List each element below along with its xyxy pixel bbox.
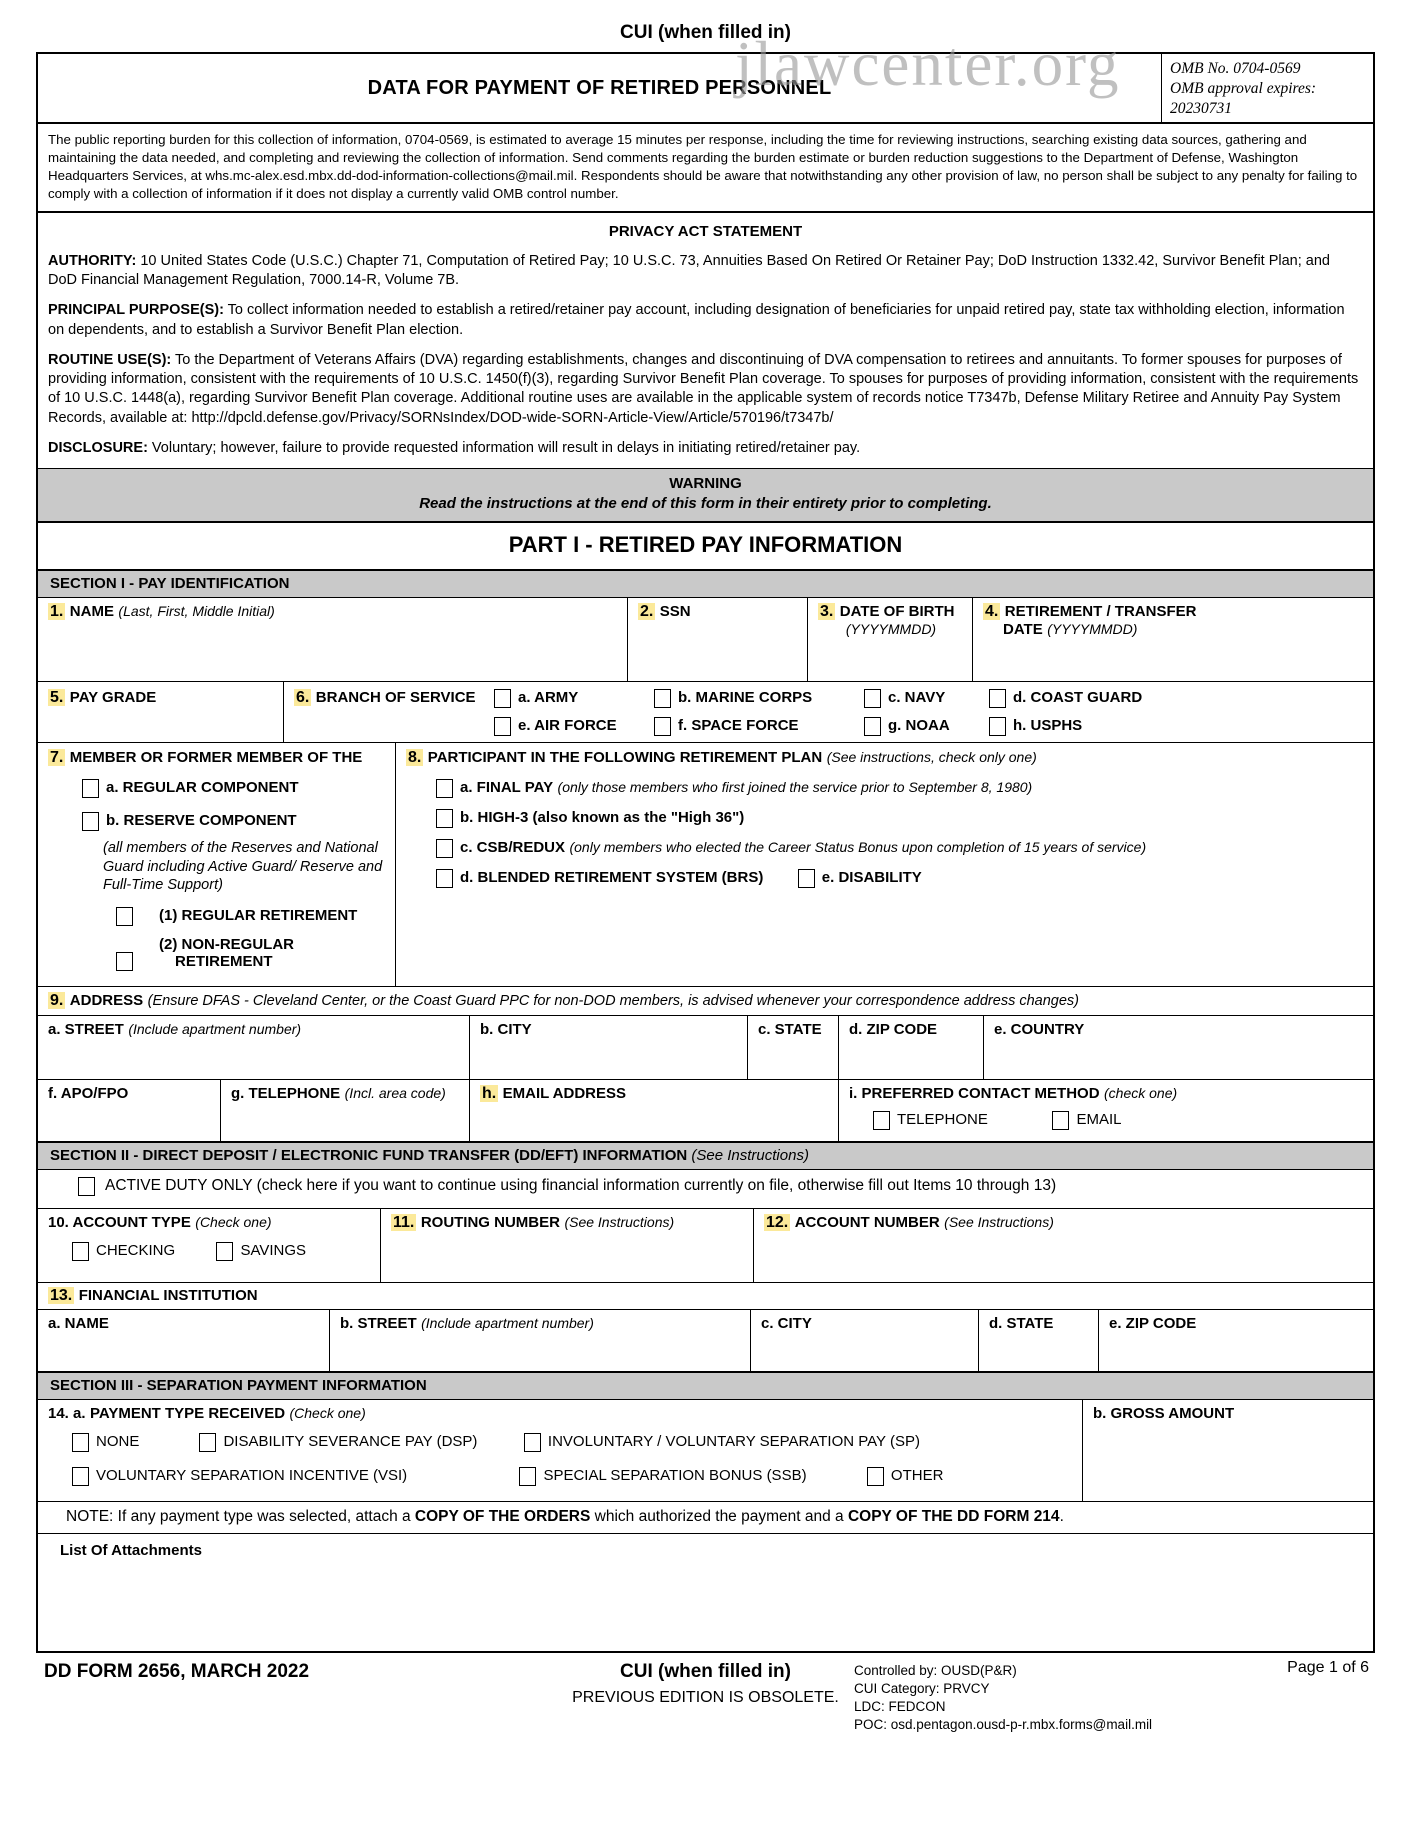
item6-label: BRANCH OF SERVICE bbox=[315, 689, 476, 707]
fi-city-label: c. CITY bbox=[761, 1315, 812, 1333]
item7-number: 7. bbox=[50, 748, 64, 766]
item9h-number: h. bbox=[482, 1085, 497, 1103]
field-gross-amount[interactable] bbox=[1083, 1400, 1373, 1501]
checkbox-branch-noaa[interactable] bbox=[864, 717, 989, 736]
item5-label: PAY GRADE bbox=[69, 688, 157, 706]
item8-number: 8. bbox=[408, 748, 422, 766]
field-branch-of-service bbox=[284, 682, 1373, 742]
field-date-of-birth[interactable] bbox=[808, 598, 973, 681]
note-mid: which authorized the payment and a bbox=[590, 1508, 848, 1526]
item10-label: ACCOUNT TYPE bbox=[72, 1214, 191, 1232]
privacy-purpose-label: PRINCIPAL PURPOSE(S): bbox=[48, 302, 224, 319]
privacy-routine-label: ROUTINE USE(S): bbox=[48, 351, 172, 368]
item7-option-b: b. RESERVE COMPONENT bbox=[106, 811, 297, 829]
item12-number: 12. bbox=[766, 1214, 789, 1232]
item1-number: 1. bbox=[50, 602, 64, 620]
checkbox-branch-space-force[interactable] bbox=[654, 717, 864, 736]
checkbox-account-checking[interactable] bbox=[72, 1242, 212, 1261]
note-end: . bbox=[1059, 1508, 1064, 1526]
cui-banner-top: CUI (when filled in) bbox=[620, 22, 791, 43]
field-apo-fpo[interactable] bbox=[38, 1080, 221, 1141]
item14a-label: PAYMENT TYPE RECEIVED bbox=[89, 1405, 286, 1423]
field-ssn[interactable] bbox=[628, 598, 808, 681]
field-country[interactable] bbox=[984, 1016, 1373, 1079]
checkbox-regular-component[interactable] bbox=[82, 779, 299, 798]
checkbox-icon[interactable] bbox=[436, 809, 453, 828]
privacy-purpose-text: To collect information needed to establish a retired/retainer pay account, including designation of beneficiaries for unpaid retired pay, state tax withholding election, information on dependents, and to establish a Survivor Benefit Plan election. bbox=[48, 302, 1345, 338]
item14a-number: 14. a. bbox=[48, 1405, 86, 1423]
checkbox-branch-navy[interactable] bbox=[864, 689, 989, 708]
item8-label: PARTICIPANT IN THE FOLLOWING RETIREMENT PLAN bbox=[427, 748, 823, 766]
fi-state-label: d. STATE bbox=[989, 1315, 1054, 1333]
checkbox-branch-army[interactable] bbox=[494, 689, 654, 708]
item1-hint: (Last, First, Middle Initial) bbox=[118, 602, 275, 619]
row-contact-fields bbox=[38, 1079, 1373, 1141]
row-item-14 bbox=[38, 1399, 1373, 1501]
note-pre: NOTE: If any payment type was selected, attach a bbox=[66, 1508, 415, 1526]
item7-sub-2-line1: (2) NON-REGULAR bbox=[159, 936, 294, 954]
checkbox-payment-dsp[interactable] bbox=[199, 1433, 519, 1452]
checkbox-icon[interactable] bbox=[864, 717, 881, 736]
privacy-routine-text: To the Department of Veterans Affairs (DVA) regarding establishments, changes and discontinuing of DVA compensation to retirees and annuitants. To former spouses for purposes of providing information, consistent with the requirements of 10 U.S.C. 1450(f)(3), regarding Survivor Benefit Plan coverage. To spouses for purposes of providing information, consistent with the requirements of 10 U.S.C. 1448(a), regarding Survivor Benefit Plan coverage. Additional routine uses are available in the applicable system of records notice T7347b, Defense Military Retiree and Annuity Pay System Records, available at: http://dpcld.defense.gov/Privacy/SORNsIndex/DOD-wide-SORN-Article-View/Article/570196/t7347b/ bbox=[48, 351, 1359, 426]
checking-label: CHECKING bbox=[96, 1242, 176, 1260]
field-fi-street[interactable] bbox=[330, 1310, 751, 1371]
title-bar bbox=[38, 54, 1373, 122]
checkbox-icon[interactable] bbox=[82, 779, 99, 798]
fi-street-hint: (Include apartment number) bbox=[421, 1315, 594, 1332]
active-duty-only-row bbox=[38, 1169, 1373, 1208]
item2-number: 2. bbox=[640, 602, 654, 620]
field-routing-number[interactable] bbox=[381, 1209, 754, 1282]
item13-number: 13. bbox=[50, 1287, 73, 1305]
checkbox-plan-disability[interactable] bbox=[798, 869, 922, 888]
item12-hint: (See Instructions) bbox=[944, 1214, 1054, 1231]
attachment-note bbox=[38, 1501, 1373, 1533]
item14a-hint: (Check one) bbox=[289, 1405, 366, 1422]
item11-number: 11. bbox=[393, 1214, 415, 1232]
checkbox-account-savings[interactable] bbox=[216, 1242, 306, 1261]
checkbox-icon[interactable] bbox=[989, 717, 1006, 736]
field-fi-name[interactable] bbox=[38, 1310, 330, 1371]
gross-amount-label: b. GROSS AMOUNT bbox=[1093, 1405, 1235, 1423]
privacy-disclosure-label: DISCLOSURE: bbox=[48, 439, 148, 456]
checkbox-payment-sp[interactable] bbox=[524, 1433, 920, 1452]
item9-label: ADDRESS bbox=[69, 992, 144, 1010]
privacy-routine bbox=[48, 351, 1363, 428]
field-payment-type-received bbox=[38, 1400, 1083, 1501]
payment-type-label: VOLUNTARY SEPARATION INCENTIVE (VSI) bbox=[96, 1467, 408, 1485]
privacy-disclosure bbox=[48, 439, 1363, 458]
field-fi-city[interactable] bbox=[751, 1310, 979, 1371]
telephone-label: g. TELEPHONE bbox=[231, 1085, 341, 1103]
checkbox-payment-none[interactable] bbox=[72, 1433, 195, 1452]
checkbox-reserve-component[interactable] bbox=[82, 812, 297, 831]
checkbox-payment-ssb[interactable] bbox=[519, 1467, 862, 1486]
payment-type-label: DISABILITY SEVERANCE PAY (DSP) bbox=[223, 1433, 478, 1451]
item3-label: DATE OF BIRTH bbox=[839, 602, 955, 620]
branch-label: d. COAST GUARD bbox=[1013, 688, 1143, 706]
item8-option-b-label: b. HIGH-3 (also known as the "High 36") bbox=[460, 808, 745, 826]
item8-option-e-label: e. DISABILITY bbox=[821, 868, 922, 886]
item4-number: 4. bbox=[985, 602, 999, 620]
contact-telephone-label: TELEPHONE bbox=[897, 1111, 988, 1129]
checkbox-icon[interactable] bbox=[654, 689, 671, 708]
branch-label: e. AIR FORCE bbox=[518, 716, 617, 734]
checkbox-icon[interactable] bbox=[436, 779, 453, 798]
checkbox-regular-retirement[interactable] bbox=[116, 907, 357, 926]
telephone-hint: (Incl. area code) bbox=[344, 1085, 446, 1102]
preferred-contact-hint: (check one) bbox=[1104, 1085, 1178, 1102]
checkbox-icon[interactable] bbox=[436, 869, 453, 888]
item4-label2: DATE bbox=[1003, 620, 1043, 638]
item8-option-c-hint: (only members who elected the Career Status Bonus upon completion of 15 years of service) bbox=[569, 838, 1147, 855]
fi-street-label: b. STREET bbox=[340, 1315, 417, 1333]
item7-sub-1: (1) REGULAR RETIREMENT bbox=[159, 907, 358, 925]
field-telephone[interactable] bbox=[221, 1080, 470, 1141]
payment-type-label: OTHER bbox=[890, 1467, 944, 1485]
privacy-authority-text: 10 United States Code (U.S.C.) Chapter 71, Computation of Retired Pay; 10 U.S.C. 73, Annuities Based On Retired Or Retainer Pay; DoD Instruction 1332.42, Survivor Benefit Plan; and DoD Financial Management Regulation, 7000.14-R, Volume 7B. bbox=[48, 252, 1330, 288]
controlled-by: Controlled by: OUSD(P&R) bbox=[854, 1663, 1017, 1679]
cui-control-block bbox=[854, 1662, 1152, 1734]
checkbox-icon[interactable] bbox=[216, 1242, 233, 1261]
row-items-1-4 bbox=[38, 597, 1373, 681]
item2-label: SSN bbox=[659, 602, 691, 620]
row-address-fields bbox=[38, 1015, 1373, 1079]
item3-hint: (YYYYMMDD) bbox=[845, 620, 937, 637]
section3-band: SECTION III - SEPARATION PAYMENT INFORMATION bbox=[38, 1371, 1373, 1399]
checkbox-branch-air-force[interactable] bbox=[494, 717, 654, 736]
item7-label: MEMBER OR FORMER MEMBER OF THE bbox=[69, 748, 363, 766]
field-account-type bbox=[38, 1209, 381, 1282]
checkbox-icon[interactable] bbox=[436, 839, 453, 858]
form-identifier: DD FORM 2656, MARCH 2022 bbox=[44, 1661, 310, 1683]
branch-label: f. SPACE FORCE bbox=[678, 716, 799, 734]
privacy-act-statement bbox=[38, 211, 1373, 468]
page-title: DATA FOR PAYMENT OF RETIRED PERSONNEL bbox=[367, 76, 832, 99]
row-items-5-6 bbox=[38, 681, 1373, 742]
part1-banner: PART I - RETIRED PAY INFORMATION bbox=[38, 521, 1373, 569]
field-preferred-contact-method bbox=[839, 1080, 1373, 1141]
field-email-address[interactable] bbox=[470, 1080, 839, 1141]
item8-option-c-label: c. CSB/REDUX bbox=[460, 838, 566, 856]
item8-option-a-hint: (only those members who first joined the service prior to September 8, 1980) bbox=[557, 778, 1033, 795]
checkbox-plan-csb-redux[interactable] bbox=[436, 839, 1146, 858]
checkbox-icon[interactable] bbox=[72, 1467, 89, 1486]
checkbox-icon[interactable] bbox=[519, 1467, 536, 1486]
branch-label: b. MARINE CORPS bbox=[678, 688, 813, 706]
field-fi-state[interactable] bbox=[979, 1310, 1099, 1371]
warning-text: Read the instructions at the end of this form in their entirety prior to completing. bbox=[419, 495, 992, 512]
note-bold-dd214: COPY OF THE DD FORM 214 bbox=[847, 1508, 1060, 1526]
payment-type-label: INVOLUNTARY / VOLUNTARY SEPARATION PAY (SP) bbox=[547, 1433, 920, 1451]
omb-number: OMB No. 0704-0569 bbox=[1170, 60, 1301, 77]
item4-label: RETIREMENT / TRANSFER bbox=[1004, 602, 1197, 620]
checkbox-payment-vsi[interactable] bbox=[72, 1467, 515, 1486]
checkbox-icon[interactable] bbox=[72, 1433, 89, 1452]
branch-label: a. ARMY bbox=[518, 688, 579, 706]
item9-address-header bbox=[38, 986, 1373, 1015]
checkbox-branch-marine-corps[interactable] bbox=[654, 689, 864, 708]
field-member-component bbox=[38, 743, 396, 987]
watermark-text: jlawcenter.org bbox=[735, 29, 1121, 99]
item11-label: ROUTING NUMBER bbox=[420, 1214, 560, 1232]
checkbox-icon[interactable] bbox=[798, 869, 815, 888]
checkbox-branch-usphs[interactable] bbox=[989, 717, 1082, 736]
item10-hint: (Check one) bbox=[195, 1214, 272, 1231]
previous-edition-note: PREVIOUS EDITION IS OBSOLETE. bbox=[572, 1689, 839, 1707]
savings-label: SAVINGS bbox=[240, 1242, 307, 1260]
item10-number: 10. bbox=[48, 1214, 69, 1232]
item7-note: (all members of the Reserves and National Guard including Active Guard/ Reserve and Full-Time Support) bbox=[103, 839, 383, 894]
item9-hint: (Ensure DFAS - Cleveland Center, or the Coast Guard PPC for non-DOD members, is advised whenever your correspondence address changes) bbox=[147, 993, 1079, 1010]
checkbox-icon[interactable] bbox=[78, 1177, 95, 1196]
poc: POC: osd.pentagon.ousd-p-r.mbx.forms@mail.mil bbox=[854, 1717, 1153, 1733]
checkbox-icon[interactable] bbox=[494, 689, 511, 708]
omb-expires-date: 20230731 bbox=[1170, 99, 1232, 117]
country-label: e. COUNTRY bbox=[994, 1021, 1085, 1039]
zip-label: d. ZIP CODE bbox=[849, 1021, 938, 1039]
street-hint: (Include apartment number) bbox=[128, 1021, 302, 1038]
note-bold-orders: COPY OF THE ORDERS bbox=[414, 1508, 591, 1526]
list-of-attachments-label: List Of Attachments bbox=[60, 1542, 202, 1560]
checkbox-icon[interactable] bbox=[654, 717, 671, 736]
section2-band-text: SECTION II - DIRECT DEPOSIT / ELECTRONIC FUND TRANSFER (DD/EFT) INFORMATION bbox=[50, 1147, 688, 1165]
item11-hint: (See Instructions) bbox=[564, 1214, 675, 1231]
field-zip-code[interactable] bbox=[839, 1016, 984, 1079]
active-duty-label: ACTIVE DUTY ONLY (check here if you want to continue using financial information currently on file, otherwise fill out Items 10 through 13) bbox=[105, 1177, 1057, 1195]
street-label: a. STREET bbox=[48, 1021, 124, 1039]
item7-sub-2-line2: RETIREMENT bbox=[175, 953, 273, 971]
checkbox-icon[interactable] bbox=[1052, 1111, 1069, 1130]
row-items-10-12 bbox=[38, 1208, 1373, 1282]
page-number: Page 1 of 6 bbox=[1287, 1659, 1369, 1677]
apo-fpo-label: f. APO/FPO bbox=[48, 1085, 129, 1103]
checkbox-branch-coast-guard[interactable] bbox=[989, 689, 1142, 708]
privacy-authority bbox=[48, 252, 1363, 291]
branch-label: g. NOAA bbox=[888, 716, 950, 734]
item9-number: 9. bbox=[50, 992, 64, 1010]
field-retirement-transfer-date[interactable] bbox=[973, 598, 1373, 681]
item13-header bbox=[38, 1282, 1373, 1309]
checkbox-contact-telephone[interactable] bbox=[873, 1111, 1048, 1130]
item12-label: ACCOUNT NUMBER bbox=[794, 1214, 940, 1232]
privacy-disclosure-text: Voluntary; however, failure to provide requested information will result in delays in initiating retired/retainer pay. bbox=[147, 439, 861, 456]
field-pay-grade[interactable] bbox=[38, 682, 284, 742]
item13-label: FINANCIAL INSTITUTION bbox=[78, 1287, 258, 1305]
item7-sub-2 bbox=[159, 936, 294, 970]
checkbox-icon[interactable] bbox=[864, 689, 881, 708]
row-items-7-8 bbox=[38, 742, 1373, 987]
field-retirement-plan bbox=[396, 743, 1373, 987]
privacy-heading: PRIVACY ACT STATEMENT bbox=[608, 222, 803, 240]
checkbox-icon[interactable] bbox=[494, 717, 511, 736]
checkbox-active-duty-only[interactable] bbox=[78, 1177, 1056, 1196]
field-name[interactable] bbox=[38, 598, 628, 681]
item4-hint: (YYYYMMDD) bbox=[1047, 620, 1138, 637]
form-frame bbox=[36, 52, 1375, 1653]
checkbox-contact-email[interactable] bbox=[1052, 1111, 1121, 1130]
item6-number: 6. bbox=[296, 689, 310, 707]
email-label: EMAIL ADDRESS bbox=[502, 1085, 627, 1103]
checkbox-icon[interactable] bbox=[524, 1433, 541, 1452]
state-label: c. STATE bbox=[758, 1021, 822, 1039]
checkbox-icon[interactable] bbox=[116, 952, 133, 971]
cui-category: CUI Category: PRVCY bbox=[854, 1681, 990, 1697]
burden-statement: The public reporting burden for this collection of information, 0704-0569, is estimated to average 15 minutes per response, including the time for reviewing instructions, searching existing data sources, gathering and maintaining the data needed, and completing and reviewing the collection of information. Send comments regarding the burden estimate or burden reduction suggestions to the Department of Defense, Washington Headquarters Services, at whs.mc-alex.esd.mbx.dd-dod-information-collections@mail.mil. Respondents should be aware that notwithstanding any other provision of law, no person shall be subject to any penalty for failing to comply with a collection of information if it does not display a currently valid OMB control number. bbox=[38, 122, 1373, 210]
branch-label: h. USPHS bbox=[1013, 716, 1083, 734]
item8-hint: (See instructions, check only one) bbox=[826, 748, 1037, 765]
checkbox-icon[interactable] bbox=[199, 1433, 216, 1452]
branch-label: c. NAVY bbox=[888, 688, 946, 706]
item8-option-d-label: d. BLENDED RETIREMENT SYSTEM (BRS) bbox=[460, 868, 764, 886]
checkbox-icon[interactable] bbox=[989, 689, 1006, 708]
checkbox-icon[interactable] bbox=[873, 1111, 890, 1130]
omb-expires-label: OMB approval expires: bbox=[1170, 79, 1317, 97]
field-state[interactable] bbox=[748, 1016, 839, 1079]
checkbox-plan-final-pay[interactable] bbox=[436, 779, 1032, 798]
field-city[interactable] bbox=[470, 1016, 748, 1079]
city-label: b. CITY bbox=[480, 1021, 532, 1039]
warning-title: WARNING bbox=[669, 475, 742, 493]
contact-email-label: EMAIL bbox=[1076, 1111, 1122, 1129]
field-street[interactable] bbox=[38, 1016, 470, 1079]
section2-band bbox=[38, 1141, 1373, 1169]
row-financial-institution bbox=[38, 1309, 1373, 1371]
item8-option-a-label: a. FINAL PAY bbox=[460, 778, 554, 796]
ldc: LDC: FEDCON bbox=[854, 1699, 946, 1715]
checkbox-plan-brs[interactable] bbox=[436, 869, 763, 888]
checkbox-icon[interactable] bbox=[82, 812, 99, 831]
fi-name-label: a. NAME bbox=[48, 1315, 109, 1333]
warning-band bbox=[38, 468, 1373, 521]
field-account-number[interactable] bbox=[754, 1209, 1373, 1282]
item1-label: NAME bbox=[69, 602, 114, 620]
cui-banner-bottom: CUI (when filled in) bbox=[620, 1661, 791, 1683]
page-footer bbox=[36, 1653, 1375, 1761]
item10-number-label bbox=[48, 1214, 191, 1231]
checkbox-payment-other[interactable] bbox=[867, 1467, 944, 1486]
field-fi-zip[interactable] bbox=[1099, 1310, 1373, 1371]
payment-type-label: NONE bbox=[96, 1433, 140, 1451]
checkbox-plan-high-3[interactable] bbox=[436, 809, 744, 828]
privacy-authority-label: AUTHORITY: bbox=[48, 252, 137, 269]
section2-band-hint: (See Instructions) bbox=[691, 1147, 809, 1165]
checkbox-icon[interactable] bbox=[867, 1467, 884, 1486]
fi-zip-label: e. ZIP CODE bbox=[1109, 1315, 1197, 1333]
payment-type-label: SPECIAL SEPARATION BONUS (SSB) bbox=[543, 1467, 807, 1485]
item5-number: 5. bbox=[50, 688, 64, 706]
omb-box bbox=[1161, 54, 1373, 122]
checkbox-icon[interactable] bbox=[72, 1242, 89, 1261]
checkbox-icon[interactable] bbox=[116, 907, 133, 926]
field-list-of-attachments[interactable] bbox=[38, 1533, 1373, 1651]
checkbox-non-regular-retirement[interactable] bbox=[116, 936, 294, 971]
preferred-contact-label: i. PREFERRED CONTACT METHOD bbox=[849, 1085, 1100, 1103]
item3-number: 3. bbox=[820, 602, 834, 620]
privacy-purpose bbox=[48, 301, 1363, 340]
item7-option-a: a. REGULAR COMPONENT bbox=[106, 778, 299, 796]
section1-band: SECTION I - PAY IDENTIFICATION bbox=[38, 569, 1373, 597]
